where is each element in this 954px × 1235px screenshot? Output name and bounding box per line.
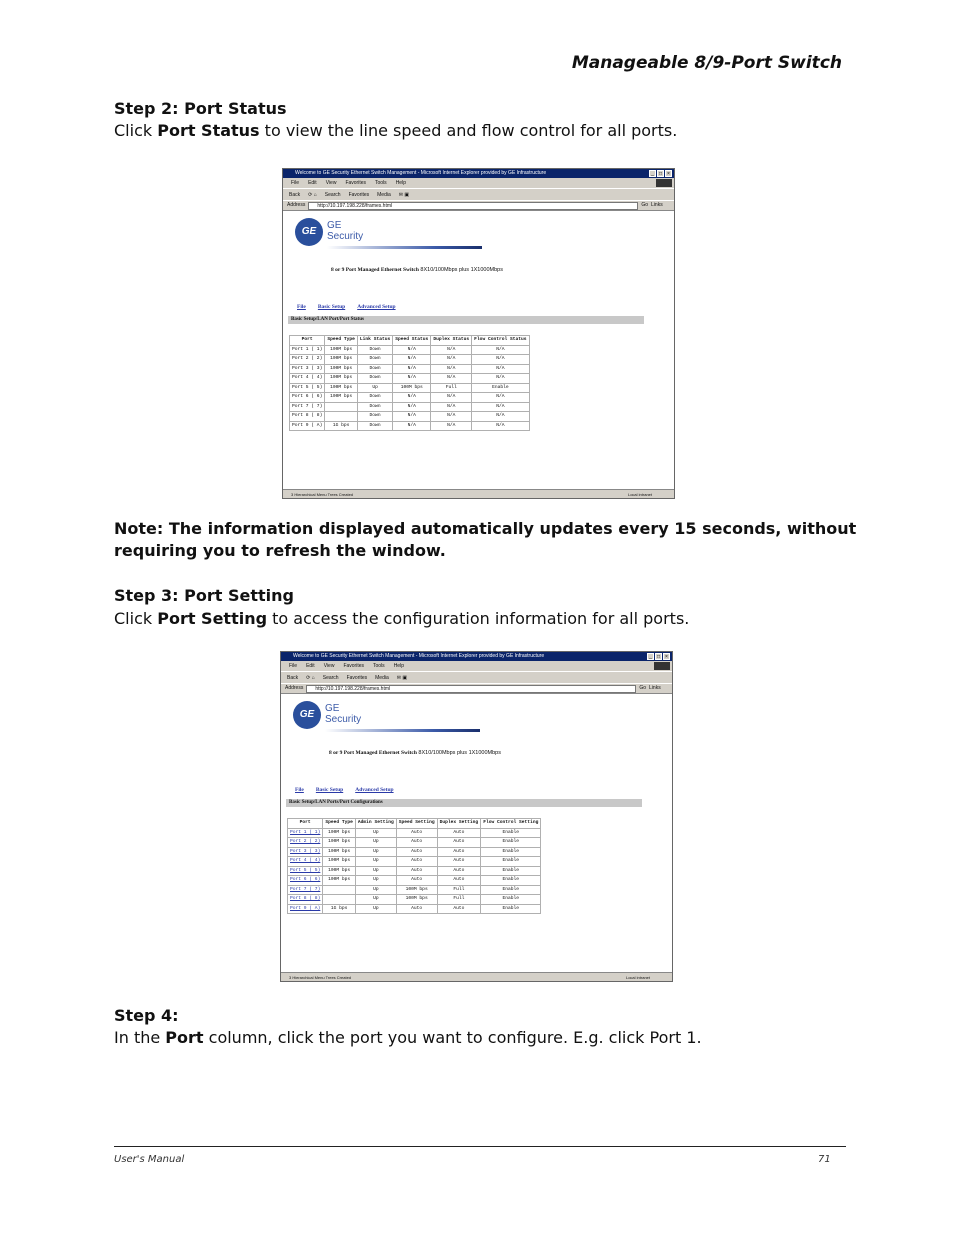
table-cell (323, 885, 356, 895)
table-cell: N/A (472, 421, 529, 431)
step4-text: In the Port column, click the port you want to configure. E.g. click Port 1. (114, 1028, 702, 1047)
menu-help[interactable]: Help (393, 663, 404, 669)
table-row (290, 345, 530, 355)
table-cell: Port 9 ( A) (290, 421, 325, 431)
table-cell: N/A (472, 402, 529, 412)
table-cell: Up (355, 828, 396, 838)
table-cell (288, 828, 323, 838)
table-cell: Up (355, 847, 396, 857)
table-header-row (288, 819, 541, 829)
table-cell: Port 7 ( 7) (290, 402, 325, 412)
port-link[interactable]: Port 2 ( 2) (290, 839, 321, 845)
table-cell (325, 412, 358, 422)
table-cell: N/A (472, 355, 529, 365)
table-cell: Up (355, 876, 396, 886)
table-cell: N/A (431, 345, 472, 355)
browser-menubar (283, 178, 674, 188)
table-cell: Up (355, 895, 396, 905)
column-header: Duplex Setting (437, 819, 481, 829)
table-cell (288, 857, 323, 867)
table-cell: Down (357, 364, 392, 374)
menu-view[interactable]: View (325, 180, 337, 186)
table-cell: 100M bps (323, 866, 356, 876)
step4-title: Step 4: (114, 1006, 179, 1025)
table-cell: Auto (437, 838, 481, 848)
browser-titlebar: Welcome to GE Security Ethernet Switch Management - Microsoft Internet Explorer provided by GE Infrastructure _ □ × (281, 652, 672, 661)
table-row (290, 364, 530, 374)
column-header: Speed Type (325, 336, 358, 346)
browser-statusbar: 3 Hierarchical Menu Trees Created Local intranet (281, 972, 672, 981)
table-cell: 100M bps (325, 345, 358, 355)
table-cell: 100M bps (323, 828, 356, 838)
table-cell: N/A (431, 421, 472, 431)
footer-rule (114, 1146, 846, 1147)
table-cell: 100M bps (396, 885, 437, 895)
refresh-icon[interactable]: ⟳ ⌂ (306, 675, 315, 681)
table-cell: Down (357, 345, 392, 355)
links-button[interactable]: Links (649, 685, 661, 691)
table-cell: N/A (431, 364, 472, 374)
refresh-icon[interactable]: ⟳ ⌂ (308, 192, 317, 198)
column-header: Speed Status (393, 336, 431, 346)
menu-favorites[interactable]: Favorites (343, 663, 364, 669)
port-config-table (287, 818, 541, 914)
address-input[interactable]: http://10.197.198.228/frames.html (308, 202, 638, 210)
mail-icon[interactable]: ✉ ▣ (396, 675, 408, 681)
menu-tools[interactable]: Tools (375, 180, 387, 186)
port-link[interactable]: Port 3 ( 3) (290, 848, 321, 854)
table-cell: Auto (396, 828, 437, 838)
page-number: 71 (818, 1154, 831, 1165)
table-row (288, 885, 541, 895)
brand-text: GE Security (327, 220, 364, 242)
address-input[interactable]: http://10.197.198.228/frames.html (306, 685, 636, 693)
table-cell: Full (431, 383, 472, 393)
browser-titlebar: Welcome to GE Security Ethernet Switch Management - Microsoft Internet Explorer provided by GE Infrastructure _ □ × (283, 169, 674, 178)
table-cell: Down (357, 412, 392, 422)
table-cell: 100M bps (325, 393, 358, 403)
browser-toolbar (281, 671, 672, 683)
table-cell: 100M bps (323, 857, 356, 867)
table-cell: Enable (481, 885, 541, 895)
table-cell: Enable (481, 876, 541, 886)
column-header: Speed Type (323, 819, 356, 829)
page-content (281, 696, 672, 972)
table-cell (288, 876, 323, 886)
nav-links (297, 304, 396, 310)
table-row (288, 828, 541, 838)
table-row (290, 421, 530, 431)
windows-logo-icon (654, 662, 670, 670)
table-cell: 100M bps (323, 847, 356, 857)
table-cell: N/A (431, 393, 472, 403)
media-button[interactable]: Media (377, 192, 391, 198)
table-cell: Enable (481, 838, 541, 848)
table-row (288, 895, 541, 905)
table-cell: Auto (437, 857, 481, 867)
table-cell: N/A (431, 402, 472, 412)
table-cell: N/A (472, 364, 529, 374)
table-row (290, 355, 530, 365)
table-cell: Port 1 ( 1) (290, 345, 325, 355)
nav-file[interactable]: File (295, 787, 304, 793)
table-cell: N/A (472, 374, 529, 384)
mail-icon[interactable]: ✉ ▣ (398, 192, 410, 198)
table-cell: 100M bps (393, 383, 431, 393)
brand-text: GE Security (325, 703, 362, 725)
table-cell: Auto (437, 828, 481, 838)
nav-basic-setup[interactable]: Basic Setup (315, 787, 344, 793)
step2-title: Step 2: Port Status (114, 99, 287, 118)
table-cell (288, 904, 323, 914)
ge-logo-icon: GE (295, 218, 323, 246)
table-cell (323, 895, 356, 905)
table-cell: N/A (472, 412, 529, 422)
table-cell: Up (355, 838, 396, 848)
table-cell: 100M bps (325, 374, 358, 384)
nav-basic-setup[interactable]: Basic Setup (317, 304, 346, 310)
table-row (288, 876, 541, 886)
table-cell: N/A (393, 412, 431, 422)
table-header-row (290, 336, 530, 346)
section-header: Basic Setup/LAN Port/Port Status (288, 316, 644, 324)
browser-addressbar: Address http://10.197.198.228/frames.html Go Links (281, 683, 672, 694)
table-cell (288, 895, 323, 905)
table-cell: Enable (472, 383, 529, 393)
table-cell (288, 847, 323, 857)
step3-title: Step 3: Port Setting (114, 586, 294, 605)
go-button[interactable]: Go (639, 685, 647, 691)
table-cell: N/A (393, 374, 431, 384)
table-cell: 100M bps (325, 364, 358, 374)
port-link[interactable]: Port 8 ( 8) (290, 896, 321, 902)
page-content (283, 213, 674, 489)
table-cell: N/A (393, 402, 431, 412)
table-cell: N/A (393, 345, 431, 355)
table-cell: Auto (396, 847, 437, 857)
close-icon[interactable]: × (665, 170, 672, 177)
port-link[interactable]: Port 1 ( 1) (290, 829, 321, 835)
browser-statusbar: 3 Hierarchical Menu Trees Created Local intranet (283, 489, 674, 498)
table-cell: 100M bps (323, 838, 356, 848)
step3-text: Click Port Setting to access the configuration information for all ports. (114, 609, 690, 628)
brand-bar (327, 246, 482, 249)
product-title: 8 or 9 Port Managed Ethernet Switch 8X10/100Mbps plus 1X1000Mbps (329, 750, 501, 756)
nav-file[interactable]: File (297, 304, 306, 310)
table-cell: Up (355, 857, 396, 867)
back-button[interactable]: Back (289, 192, 301, 198)
product-title: 8 or 9 Port Managed Ethernet Switch 8X10/100Mbps plus 1X1000Mbps (331, 267, 503, 273)
table-cell: Port 4 ( 4) (290, 374, 325, 384)
menu-file[interactable]: File (291, 180, 300, 186)
table-cell: N/A (431, 374, 472, 384)
table-cell: Port 8 ( 8) (290, 412, 325, 422)
menu-edit[interactable]: Edit (308, 180, 317, 186)
table-cell: Full (437, 895, 481, 905)
table-row (290, 393, 530, 403)
table-cell: 100M bps (323, 876, 356, 886)
screenshot-port-status (282, 168, 675, 499)
table-row (288, 866, 541, 876)
table-cell: Port 6 ( 6) (290, 393, 325, 403)
table-cell: Auto (396, 904, 437, 914)
table-cell (288, 838, 323, 848)
windows-logo-icon (656, 179, 672, 187)
port-link[interactable]: Port 9 ( A) (290, 905, 321, 911)
nav-links (295, 787, 394, 793)
table-cell: Up (357, 383, 392, 393)
table-cell: Enable (481, 895, 541, 905)
table-cell: N/A (472, 345, 529, 355)
table-row (288, 904, 541, 914)
table-cell: Down (357, 421, 392, 431)
ge-logo-icon: GE (293, 701, 321, 729)
table-cell (288, 866, 323, 876)
table-cell: Auto (396, 838, 437, 848)
column-header: Port (288, 819, 323, 829)
table-cell: Enable (481, 857, 541, 867)
table-cell: Up (355, 904, 396, 914)
browser-addressbar: Address http://10.197.198.228/frames.html Go Links (283, 200, 674, 211)
minimize-icon[interactable]: _ (649, 170, 656, 177)
table-cell: Auto (437, 866, 481, 876)
table-cell: Down (357, 393, 392, 403)
table-cell: 1G bps (323, 904, 356, 914)
port-link[interactable]: Port 5 ( 5) (290, 867, 321, 873)
table-cell (325, 402, 358, 412)
table-cell: Enable (481, 866, 541, 876)
column-header: Link Status (357, 336, 392, 346)
table-cell: Auto (437, 904, 481, 914)
column-header: Speed Setting (396, 819, 437, 829)
table-cell: Enable (481, 847, 541, 857)
browser-menubar (281, 661, 672, 671)
table-row (288, 847, 541, 857)
screenshot-port-setting (280, 651, 673, 982)
nav-advanced-setup[interactable]: Advanced Setup (355, 787, 394, 793)
menu-view[interactable]: View (323, 663, 335, 669)
table-cell: Down (357, 402, 392, 412)
table-row (288, 838, 541, 848)
table-cell: 1G bps (325, 421, 358, 431)
back-button[interactable]: Back (287, 675, 299, 681)
table-cell: Auto (437, 847, 481, 857)
port-link[interactable]: Port 4 ( 4) (290, 858, 321, 864)
step2-text: Click Port Status to view the line speed and flow control for all ports. (114, 121, 678, 140)
minimize-icon[interactable]: _ (647, 653, 654, 660)
table-cell: 100M bps (325, 383, 358, 393)
table-cell: Up (355, 885, 396, 895)
port-link[interactable]: Port 6 ( 6) (290, 877, 321, 883)
table-cell: Auto (396, 876, 437, 886)
table-cell: Port 2 ( 2) (290, 355, 325, 365)
table-cell: N/A (472, 393, 529, 403)
browser-toolbar (283, 188, 674, 200)
links-button[interactable]: Links (651, 202, 663, 208)
favorites-button[interactable]: Favorites (348, 192, 370, 198)
table-cell: Full (437, 885, 481, 895)
nav-advanced-setup[interactable]: Advanced Setup (357, 304, 396, 310)
table-cell: N/A (393, 355, 431, 365)
port-status-table (289, 335, 530, 431)
table-cell: Auto (396, 857, 437, 867)
menu-tools[interactable]: Tools (373, 663, 385, 669)
search-button[interactable]: Search (322, 675, 339, 681)
table-cell: Down (357, 374, 392, 384)
maximize-icon[interactable]: □ (656, 654, 661, 660)
menu-edit[interactable]: Edit (306, 663, 315, 669)
menu-help[interactable]: Help (395, 180, 406, 186)
table-cell: N/A (431, 412, 472, 422)
column-header: Admin Setting (355, 819, 396, 829)
note-text: Note: The information displayed automatically updates every 15 seconds, without requiring you to refresh the window. (114, 519, 857, 560)
section-header: Basic Setup/LAN Ports/Port Configurations (286, 799, 642, 807)
table-cell: Down (357, 355, 392, 365)
table-cell: N/A (393, 421, 431, 431)
table-cell: Port 5 ( 5) (290, 383, 325, 393)
table-cell: N/A (393, 364, 431, 374)
table-row (290, 402, 530, 412)
port-link[interactable]: Port 7 ( 7) (290, 886, 321, 892)
table-cell: Auto (437, 876, 481, 886)
column-header: Flow Control Status (472, 336, 529, 346)
running-header: Manageable 8/9-Port Switch (571, 53, 842, 73)
go-button[interactable]: Go (641, 202, 649, 208)
column-header: Duplex Status (431, 336, 472, 346)
maximize-icon[interactable]: □ (658, 171, 663, 177)
brand-bar (325, 729, 480, 732)
table-cell: Port 3 ( 3) (290, 364, 325, 374)
menu-file[interactable]: File (289, 663, 298, 669)
table-cell: N/A (393, 393, 431, 403)
table-cell: Enable (481, 828, 541, 838)
media-button[interactable]: Media (375, 675, 389, 681)
column-header: Port (290, 336, 325, 346)
favorites-button[interactable]: Favorites (346, 675, 368, 681)
table-row (290, 412, 530, 422)
table-cell: Up (355, 866, 396, 876)
table-row (290, 374, 530, 384)
table-row (288, 857, 541, 867)
footer-manual: User's Manual (114, 1154, 185, 1165)
column-header: Flow Control Setting (481, 819, 541, 829)
table-cell: 100M bps (396, 895, 437, 905)
search-button[interactable]: Search (324, 192, 341, 198)
close-icon[interactable]: × (663, 653, 670, 660)
table-cell: 100M bps (325, 355, 358, 365)
table-row (290, 383, 530, 393)
table-cell: Auto (396, 866, 437, 876)
menu-favorites[interactable]: Favorites (345, 180, 366, 186)
table-cell: N/A (431, 355, 472, 365)
table-cell (288, 885, 323, 895)
table-cell: Enable (481, 904, 541, 914)
